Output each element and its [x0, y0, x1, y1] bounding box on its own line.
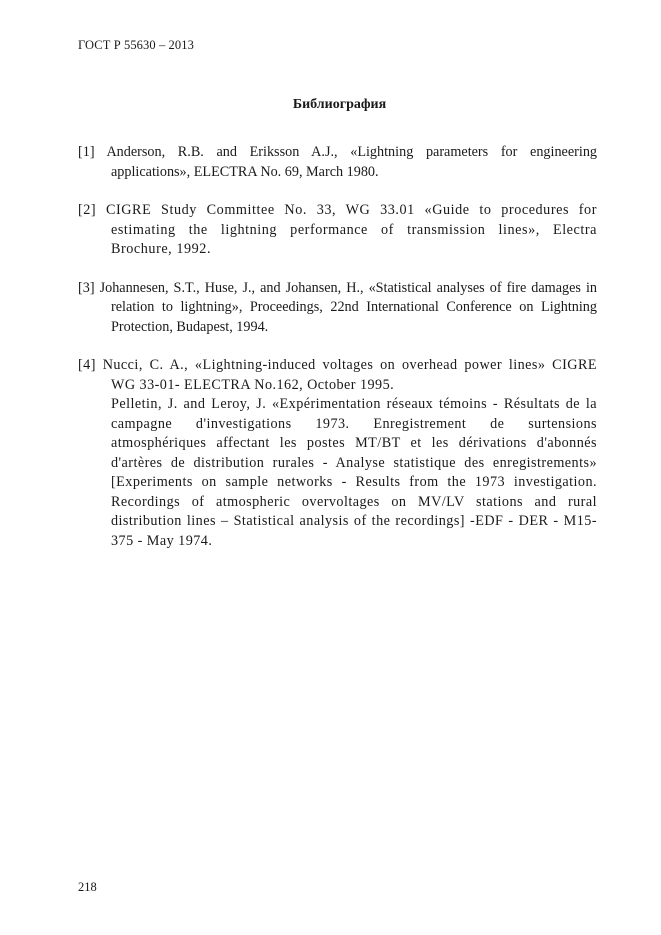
- reference-number: [1]: [78, 144, 95, 160]
- reference-item-2: [78, 201, 597, 260]
- reference-text: CIGRE Study Committee No. 33, WG 33.01 «Guide to procedures for estimating the lightning performance of transmission lines», Electra Brochure, 1992.: [105, 202, 597, 257]
- reference-item-3: [78, 279, 597, 338]
- reference-item-4: [78, 356, 597, 551]
- reference-text: Anderson, R.B. and Eriksson A.J., «Lightning parameters for engineering applications», ELECTRA No. 69, March 1980.: [106, 144, 598, 180]
- page-number: 218: [78, 880, 97, 894]
- reference-continuation: Pelletin, J. and Leroy, J. «Expérimentation réseaux témoins - Résultats de la campagne d'investigations 1973. Enregistrement de surtensions atmosphériques affectant les postes MT/BT et les dérivations d'abonnés d'artères de distribution rurales - Analyse statistique des enregistrements» [Experiments on sample networks - Results from the 1973 investigation. Recordings of atmospheric overvoltages on MV/LV stations and rural distribution lines – Statistical analysis of the recordings] -EDF - DER - M15-375 - May 1974.: [111, 396, 597, 549]
- reference-text: Nucci, C. A., «Lightning-induced voltages on overhead power lines» CIGRE WG 33-01- ELECTRA No.162, October 1995.: [102, 357, 597, 393]
- reference-number: [4]: [78, 357, 96, 373]
- reference-number: [2]: [78, 202, 97, 218]
- page-title: Библиография: [292, 97, 387, 112]
- reference-item-1: [78, 143, 597, 182]
- bibliography-list: [78, 143, 597, 570]
- reference-text: Johannesen, S.T., Huse, J., and Johansen, H., «Statistical analyses of fire damages in relation to lightning», Proceedings, 22nd International Conference on Lightning Protection, Budapest, 1994.: [99, 279, 597, 335]
- reference-number: [3]: [78, 279, 95, 296]
- page-header-standard-code: ГОСТ Р 55630 – 2013: [78, 38, 194, 52]
